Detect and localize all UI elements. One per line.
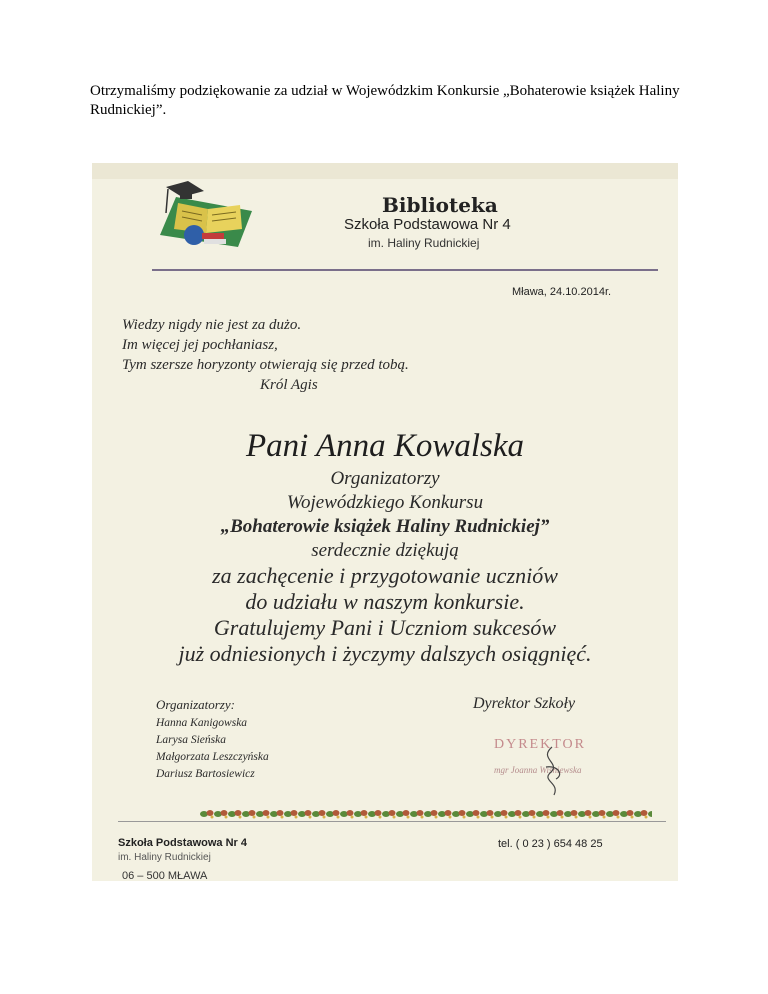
director-label: Dyrektor Szkoły (473, 695, 576, 712)
organizer-name: Hanna Kanigowska (156, 717, 248, 729)
body-line: do udziału w naszym konkursie. (245, 589, 525, 614)
organizers-list (156, 715, 269, 783)
organizers-heading: Organizatorzy: (156, 697, 235, 712)
letterhead-divider (152, 269, 658, 271)
footer-school: Szkoła Podstawowa Nr 4 (118, 837, 247, 849)
director-stamp-name: mgr Joanna Wiśniewska (494, 765, 582, 775)
footer-patron: im. Haliny Rudnickiej (118, 852, 211, 863)
footer-divider (118, 821, 666, 822)
quote-author: Król Agis (260, 377, 318, 393)
intro-paragraph: Otrzymaliśmy podziękowanie za udział w Wojewódzkim Konkursie „Bohaterowie książek Haliny Rudnickiej”. (90, 83, 680, 118)
quote-block (122, 315, 452, 395)
footer-phone: tel. ( 0 23 ) 654 48 25 (498, 838, 603, 850)
certificate-scan (92, 163, 678, 881)
letterhead-patron: im. Haliny Rudnickiej (368, 236, 480, 250)
book-logo-icon (158, 177, 254, 247)
recipient-name: Pani Anna Kowalska (245, 428, 525, 464)
organizer-name: Dariusz Bartosiewicz (156, 768, 255, 780)
certificate-body (92, 467, 678, 667)
letterhead-school: Szkoła Podstawowa Nr 4 (344, 216, 511, 233)
director-stamp: DYREKTOR (494, 737, 586, 752)
body-line: już odniesionych i życzymy dalszych osiągnięć. (178, 641, 592, 666)
signature-icon (532, 745, 572, 797)
footer-city: 06 – 500 MŁAWA (122, 870, 208, 881)
contest-title: „Bohaterowie książek Haliny Rudnickiej” (220, 516, 550, 537)
body-line: Wojewódzkiego Konkursu (286, 492, 484, 513)
organizer-name: Małgorzata Leszczyńska (156, 751, 269, 763)
quote-line: Wiedzy nigdy nie jest za dużo. (122, 317, 302, 333)
ornament-border-icon (200, 807, 652, 821)
document-date: Mława, 24.10.2014r. (512, 286, 612, 298)
body-line: Gratulujemy Pani i Uczniom sukcesów (213, 615, 557, 640)
quote-line: Im więcej jej pochłaniasz, (122, 337, 278, 353)
organizer-name: Larysa Sieńska (156, 734, 226, 746)
body-line: za zachęcenie i przygotowanie uczniów (212, 563, 558, 588)
quote-line: Tym szersze horyzonty otwierają się przed tobą. (122, 357, 409, 373)
body-line: serdecznie dziękują (311, 540, 459, 561)
body-line: Organizatorzy (330, 468, 440, 489)
letterhead-title: Biblioteka (382, 193, 498, 217)
